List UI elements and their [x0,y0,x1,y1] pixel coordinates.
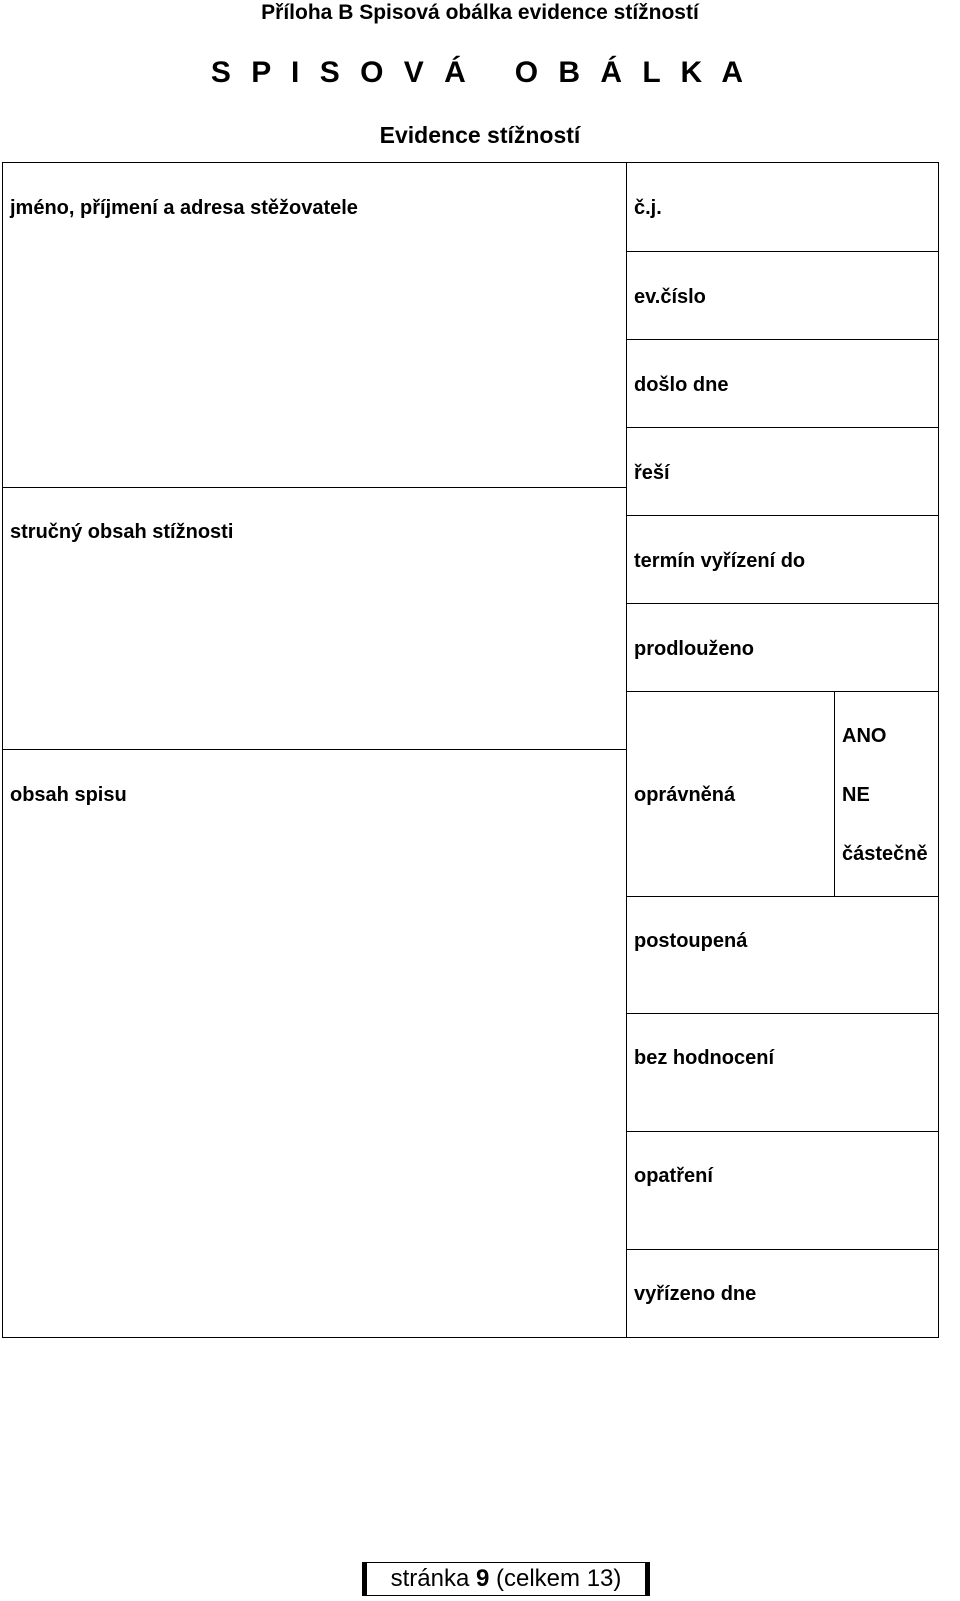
right-divider-3 [626,427,939,428]
option-yes: ANO [842,725,887,747]
frame-bottom [2,1337,939,1338]
form-title: S P I S O V Á O B Á L K A [210,56,750,89]
cj-label: č.j. [634,197,662,219]
frame-left [2,162,3,1338]
footer-page-number: 9 [475,1565,490,1592]
page-footer [362,1562,650,1596]
deadline-label: termín vyřízení do [634,550,806,572]
left-divider-2 [2,749,626,750]
ev-number-label: ev.číslo [634,286,706,308]
document-header [0,0,960,26]
complainant-label: jméno, příjmení a adresa stěžovatele [10,197,358,219]
right-divider-4 [626,515,939,516]
right-divider-5 [626,603,939,604]
header-text: Spisová obálka evidence stížností [353,1,699,24]
right-divider-8 [626,1013,939,1014]
right-divider-2 [626,339,939,340]
handler-label: řeší [634,462,670,484]
right-divider-9 [626,1131,939,1132]
summary-label: stručný obsah stížnosti [10,521,234,543]
right-divider-7 [626,896,939,897]
option-no: NE [842,784,870,806]
option-partially: částečně [842,843,928,865]
content-label: obsah spisu [10,784,127,806]
forwarded-label: postoupená [634,930,748,952]
measures-label: opatření [634,1165,713,1187]
right-divider-1 [626,251,939,252]
options-divider [834,691,835,896]
right-divider-10 [626,1249,939,1250]
frame-top [2,162,939,163]
no-rating-label: bez hodnocení [634,1047,774,1069]
footer-prefix: stránka [390,1565,476,1592]
received-label: došlo dne [634,374,729,396]
header-prefix: Příloha B [261,1,354,24]
left-divider-1 [2,487,626,488]
justified-label: oprávněná [634,784,736,806]
form-subtitle: Evidence stížností [379,122,581,148]
right-divider-6 [626,691,939,692]
resolved-label: vyřízeno dne [634,1283,757,1305]
extended-label: prodlouženo [634,638,754,660]
footer-total: (celkem 13) [489,1565,622,1592]
